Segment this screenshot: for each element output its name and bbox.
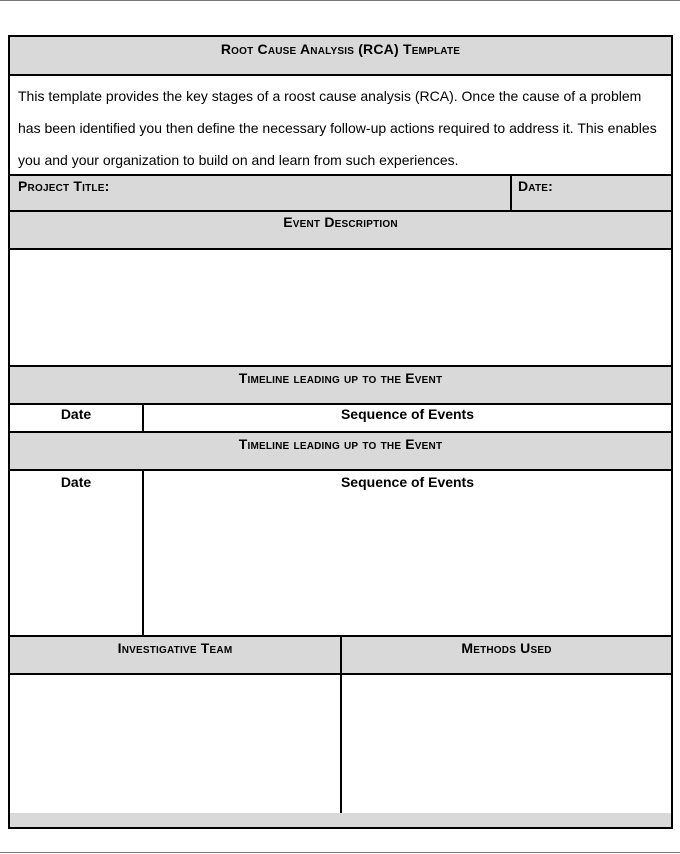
- investigative-team-area[interactable]: [10, 675, 340, 813]
- rca-form: [8, 35, 673, 829]
- methods-used-heading: Methods Used: [342, 637, 671, 673]
- event-description-area[interactable]: [10, 250, 671, 365]
- timeline-2-sequence-column[interactable]: Sequence of Events: [340, 474, 475, 490]
- event-description-heading: Event Description: [10, 212, 671, 248]
- page-bottom-rule: [0, 852, 680, 853]
- date-field[interactable]: Date:: [512, 176, 671, 210]
- timeline-heading-2: Timeline leading up to the Event: [10, 433, 671, 469]
- methods-used-area[interactable]: [342, 675, 671, 813]
- timeline-2-date-column[interactable]: Date: [60, 474, 92, 490]
- timeline-1-date-column: Date: [60, 406, 92, 422]
- intro-text: This template provides the key stages of a roost cause analysis (RCA). Once the cause of a problem has been identified you then define the necessary follow-up actions required to address it. This enables you and your organization to build on and learn from such experiences.: [18, 88, 657, 168]
- form-title: Root Cause Analysis (RCA) Template: [10, 37, 671, 74]
- timeline-1-sequence-column: Sequence of Events: [340, 406, 475, 422]
- project-title-field[interactable]: Project Title:: [10, 176, 510, 210]
- page-top-rule: [0, 0, 680, 1]
- investigative-team-heading: Investigative Team: [10, 637, 340, 673]
- footer-strip: [10, 813, 671, 827]
- timeline-heading-1: Timeline leading up to the Event: [10, 367, 671, 403]
